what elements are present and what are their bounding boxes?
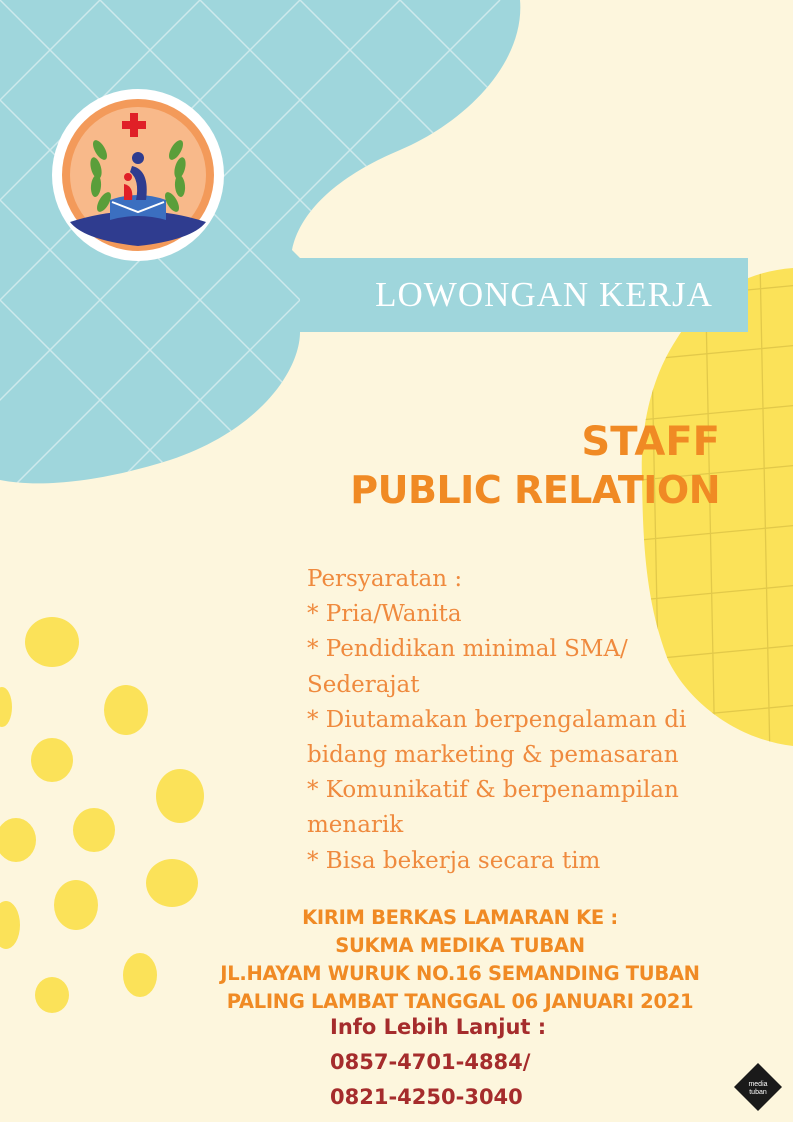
sukma-medika-logo (52, 89, 224, 261)
requirement-line: * Pria/Wanita (307, 601, 462, 628)
send-line: JL.HAYAM WURUK NO.16 SEMANDING TUBAN (220, 962, 700, 985)
send-line: SUKMA MEDIKA TUBAN (335, 934, 585, 957)
watermark-line2: tuban (749, 1089, 767, 1096)
banner-title: LOWONGAN KERJA (375, 275, 713, 314)
requirement-line: menarik (307, 812, 404, 839)
requirement-line: * Pendidikan minimal SMA/ (307, 636, 628, 663)
job-title-line2: PUBLIC RELATION (350, 468, 720, 512)
media-tuban-watermark (733, 1062, 783, 1112)
job-title-line1: STAFF (581, 419, 720, 465)
phone-number: 0821-4250-3040 (330, 1085, 523, 1109)
yellow-dots (0, 617, 204, 1013)
requirement-line: * Komunikatif & berpenampilan (307, 777, 679, 804)
requirement-line: bidang marketing & pemasaran (307, 742, 679, 769)
lowongan-kerja-banner (300, 258, 748, 332)
requirement-line: * Bisa bekerja secara tim (307, 847, 601, 874)
requirements-heading: Persyaratan : (307, 566, 463, 592)
requirement-line: * Diutamakan berpengalaman di (307, 706, 687, 733)
send-application-info (180, 904, 740, 1016)
info-heading: Info Lebih Lanjut : (330, 1015, 547, 1039)
requirement-line: Sederajat (307, 671, 420, 698)
phone-number: 0857-4701-4884/ (330, 1050, 531, 1074)
send-line: KIRIM BERKAS LAMARAN KE : (302, 906, 618, 929)
job-title (350, 418, 720, 514)
watermark-line1: media (748, 1081, 768, 1088)
contact-info (330, 1010, 546, 1115)
send-line: PALING LAMBAT TANGGAL 06 JANUARI 2021 (226, 990, 694, 1013)
requirements-list (307, 562, 737, 879)
